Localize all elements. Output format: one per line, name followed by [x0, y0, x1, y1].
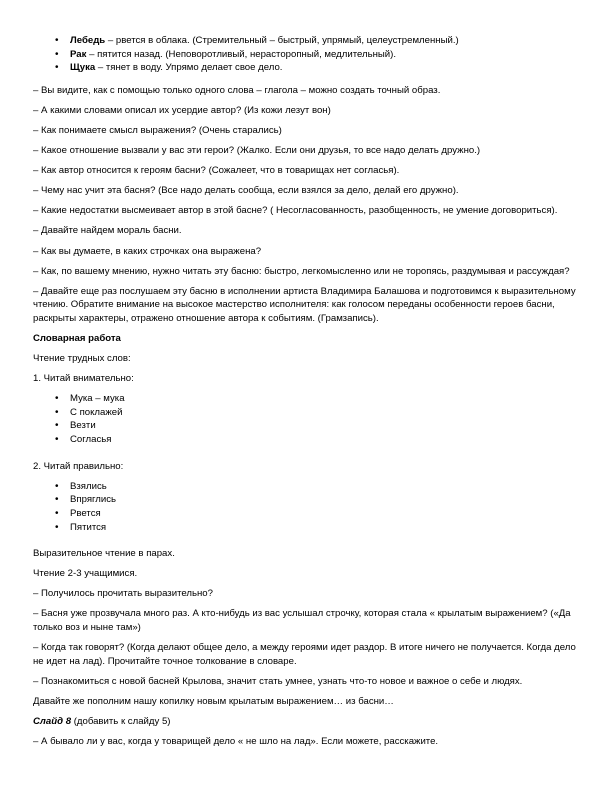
task-label: 1. Читай внимательно:	[33, 373, 134, 385]
paragraph: Чтение трудных слов:	[33, 353, 131, 365]
list-item	[70, 61, 581, 75]
word-list	[70, 392, 581, 446]
paragraph: Давайте же пополним нашу копилку новым крылатым выражением… из басни…	[33, 695, 394, 707]
list-item: • Впряглись	[70, 493, 581, 507]
slide-note: (добавить к слайду 5)	[71, 715, 171, 727]
section-heading: Словарная работа	[33, 333, 121, 344]
slide-label: Слайд 8	[33, 715, 72, 727]
paragraph: – Как, по вашему мнению, нужно читать эту басню: быстро, легкомысленно или не торопясь, раздумывая и рассуждая?	[33, 265, 570, 277]
paragraph: – А какими словами описал их усердие автор? (Из кожи лезут вон)	[33, 104, 331, 116]
list-item: • Везти	[70, 419, 581, 433]
paragraph: – Давайте еще раз послушаем эту басню в исполнении артиста Владимира Балашова и подготовимся к выразительному чтению. Обратите внимание на высокое мастерство исполнителя: как голосом переданы особенности героев басни, раскрыты характеры, отражено отношение автора к событиям. (Грамзапись).	[33, 285, 576, 324]
slide-reference	[33, 715, 581, 729]
character-description: – рвется в облака. (Стремительный – быстрый, упрямый, целеустремленный.)	[105, 35, 459, 46]
paragraph: – Как понимаете смысл выражения? (Очень старались)	[33, 124, 282, 136]
list-item	[70, 34, 581, 48]
list-item: • С поклажей	[70, 406, 581, 420]
list-item: • Согласья	[70, 433, 581, 447]
paragraph: – Вы видите, как с помощью только одного слова – глагола – можно создать точный образ.	[33, 84, 441, 96]
document-page	[33, 34, 581, 749]
paragraph: – Когда так говорят? (Когда делают общее дело, а между героями идет раздор. В итоге ничего не получается. Когда дело не идет на лад). Прочитайте точное толкование в словаре.	[33, 642, 576, 667]
paragraph: Выразительное чтение в парах.	[33, 548, 175, 560]
paragraph: – Давайте найдем мораль басни.	[33, 225, 182, 237]
characters-list	[70, 34, 581, 75]
list-item: • Мука – мука	[70, 392, 581, 406]
paragraph: – Получилось прочитать выразительно?	[33, 588, 213, 600]
list-item: • Взялись	[70, 480, 581, 494]
paragraph: – Какие недостатки высмеивает автор в этой басне? ( Несогласованность, разобщенность, не умение договориться).	[33, 205, 558, 217]
task-label: 2. Читай правильно:	[33, 460, 124, 472]
word-list	[70, 480, 581, 534]
paragraph: – Как вы думаете, в каких строчках она выражена?	[33, 245, 262, 257]
paragraph: – А бывало ли у вас, когда у товарищей дело « не шло на лад». Если можете, расскажите.	[33, 736, 439, 748]
paragraph: – Познакомиться с новой басней Крылова, значит стать умнее, узнать что-то новое и важное о себе и людях.	[33, 675, 523, 687]
list-item: • Пятится	[70, 521, 581, 535]
list-item: • Рвется	[70, 507, 581, 521]
paragraph: Чтение 2-3 учащимися.	[33, 568, 138, 580]
character-name: Лебедь	[70, 35, 106, 46]
paragraph: – Чему нас учит эта басня? (Все надо делать сообща, если взялся за дело, делай его дружно).	[33, 185, 459, 197]
character-description: – тянет в воду. Упрямо делает свое дело.	[95, 62, 283, 74]
character-name: Щука	[70, 62, 96, 74]
paragraph: – Как автор относится к героям басни? (Сожалеет, что в товарищах нет согласья).	[33, 165, 400, 177]
character-name: Рак	[70, 48, 87, 60]
paragraph: – Какое отношение вызвали у вас эти герои? (Жалко. Если они друзья, то все надо делать дружно.)	[33, 145, 481, 157]
character-description: – пятится назад. (Неповоротливый, нерасторопный, медлительный).	[86, 48, 397, 60]
list-item	[70, 48, 581, 62]
paragraph: – Басня уже прозвучала много раз. А кто-нибудь из вас услышал строчку, которая стала « крылатым выражением? («Да только воз и ныне там»)	[33, 608, 571, 633]
